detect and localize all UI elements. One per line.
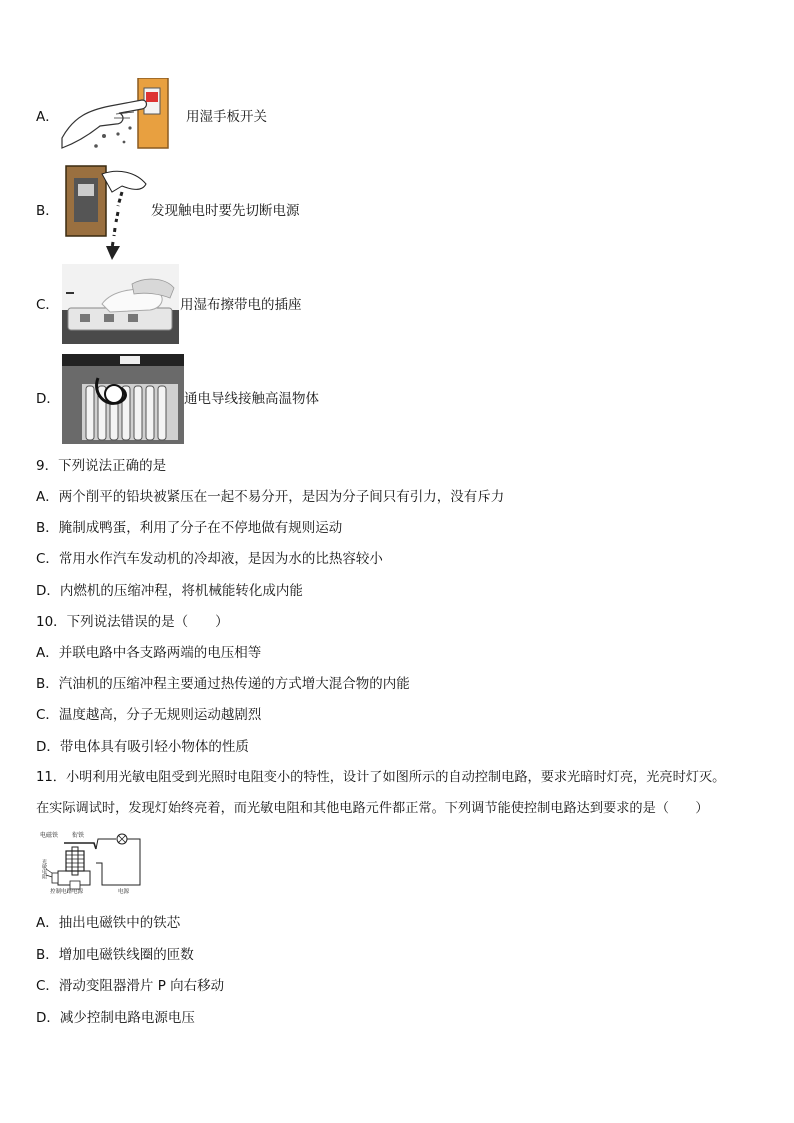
label-electromagnet: 电磁铁 (40, 832, 59, 839)
option-d: D．减少控制电路电源电压 (36, 1010, 195, 1026)
wire-heater-photo (62, 354, 184, 444)
label-armature: 衔铁 (72, 832, 85, 839)
option-b: B．腌制成鸭蛋，利用了分子在不停地做有规则运动 (36, 520, 343, 536)
option-text: 用湿手板开关 (186, 109, 267, 125)
question-stem-line-1: 11．小明利用光敏电阻受到光照时电阻变小的特性，设计了如图所示的自动控制电路，要求光暗时灯亮，光亮时灯灭。 (36, 770, 726, 785)
option-text: 用湿布擦带电的插座 (180, 297, 302, 313)
option-letter: D． (36, 391, 60, 407)
option-d: D．内燃机的压缩冲程，将机械能转化成内能 (36, 583, 303, 599)
circuit-diagram (36, 829, 148, 895)
option-b: B．增加电磁铁线圈的匝数 (36, 947, 194, 963)
option-letter: B． (36, 203, 59, 219)
label-power: 电源 (118, 889, 130, 895)
option-a: A．两个削平的铅块被紧压在一起不易分开，是因为分子间只有引力，没有斥力 (36, 489, 505, 505)
option-a: A．并联电路中各支路两端的电压相等 (36, 645, 262, 661)
option-a: A．抽出电磁铁中的铁芯 (36, 915, 181, 931)
wet-cloth-socket-photo (62, 264, 179, 344)
label-control-power: 控制电路电源 (50, 889, 84, 895)
option-c: C．温度越高，分子无规则运动越剧烈 (36, 707, 262, 723)
label-photoresistor: 光敏电阻 (41, 859, 47, 879)
option-text: 通电导线接触高温物体 (184, 391, 319, 407)
question-stem: 10．下列说法错误的是（ ） (36, 614, 229, 630)
option-d: D．带电体具有吸引轻小物体的性质 (36, 739, 249, 755)
option-text: 发现触电时要先切断电源 (151, 203, 300, 219)
option-c: C．常用水作汽车发动机的冷却液，是因为水的比热容较小 (36, 551, 383, 567)
option-b: B．汽油机的压缩冲程主要通过热传递的方式增大混合物的内能 (36, 676, 410, 692)
option-c: C．滑动变阻器滑片 P 向右移动 (36, 978, 225, 994)
option-letter: A． (36, 109, 59, 125)
option-letter: C． (36, 297, 59, 313)
question-stem-line-2: 在实际调试时，发现灯始终亮着，而光敏电阻和其他电路元件都正常。下列调节能使控制电路达到要求的是（ ） (36, 801, 709, 816)
question-stem: 9．下列说法正确的是 (36, 458, 167, 474)
wet-hand-switch-photo (60, 78, 172, 150)
cut-power-switch-photo (62, 162, 150, 262)
